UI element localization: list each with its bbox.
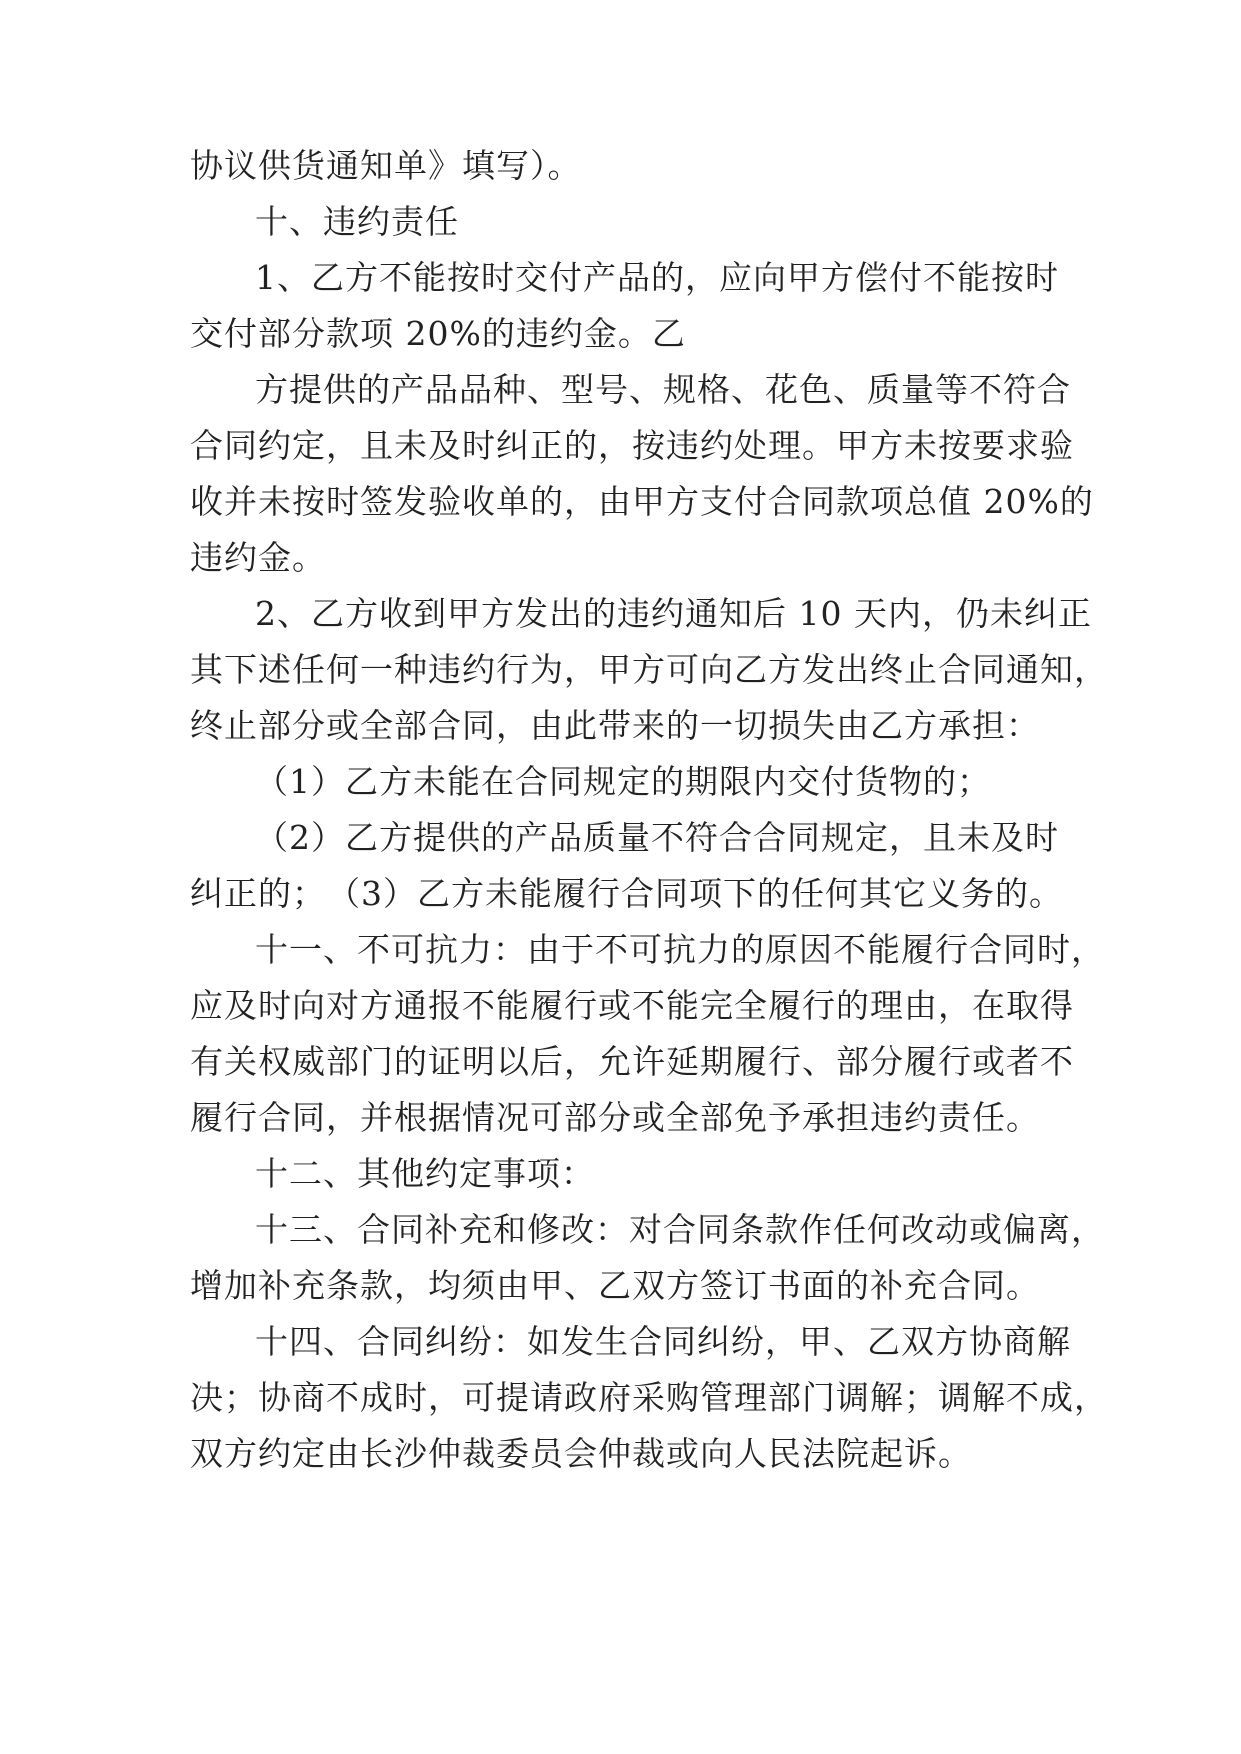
list-item: （2）乙方提供的产品质量不符合合同规定，且未及时 — [255, 818, 1059, 857]
section-heading: 十一、不可抗力：由于不可抗力的原因不能履行合同时， — [255, 930, 1105, 969]
text-line: 违约金。 — [190, 538, 326, 577]
text-line: 收并未按时签发验收单的，由甲方支付合同款项总值 20%的 — [190, 482, 1094, 521]
text-line: 有关权威部门的证明以后，允许延期履行、部分履行或者不 — [190, 1042, 1074, 1081]
text-line: 决；协商不成时，可提请政府采购管理部门调解；调解不成， — [190, 1378, 1108, 1417]
text-line: 合同约定，且未及时纠正的，按违约处理。甲方未按要求验 — [190, 426, 1074, 465]
text-line: 双方约定由长沙仲裁委员会仲裁或向人民法院起诉。 — [190, 1434, 972, 1473]
text-line: 应及时向对方通报不能履行或不能完全履行的理由，在取得 — [190, 986, 1074, 1025]
text-line: 终止部分或全部合同，由此带来的一切损失由乙方承担： — [190, 706, 1040, 745]
section-heading: 十四、合同纠纷：如发生合同纠纷，甲、乙双方协商解 — [255, 1322, 1071, 1361]
text-line: 协议供货通知单》填写）。 — [190, 146, 582, 185]
text-line: 1、乙方不能按时交付产品的，应向甲方偿付不能按时 — [255, 258, 1059, 297]
list-item: （1）乙方未能在合同规定的期限内交付货物的； — [255, 762, 991, 801]
list-item: 纠正的； （3）乙方未能履行合同项下的任何其它义务的。 — [190, 874, 1063, 913]
section-heading: 十、违约责任 — [255, 202, 459, 241]
text-line: 履行合同，并根据情况可部分或全部免予承担违约责任。 — [190, 1098, 1040, 1137]
section-heading: 十二、其他约定事项： — [255, 1154, 595, 1193]
text-line: 增加补充条款，均须由甲、乙双方签订书面的补充合同。 — [190, 1266, 1040, 1305]
text-line: 方提供的产品品种、型号、规格、花色、质量等不符合 — [255, 370, 1071, 409]
text-line: 交付部分款项 20%的违约金。乙 — [190, 314, 686, 353]
text-line: 其下述任何一种违约行为，甲方可向乙方发出终止合同通知， — [190, 650, 1108, 689]
section-heading: 十三、合同补充和修改：对合同条款作任何改动或偏离， — [255, 1210, 1105, 1249]
text-line: 2、乙方收到甲方发出的违约通知后 10 天内，仍未纠正 — [255, 594, 1092, 633]
